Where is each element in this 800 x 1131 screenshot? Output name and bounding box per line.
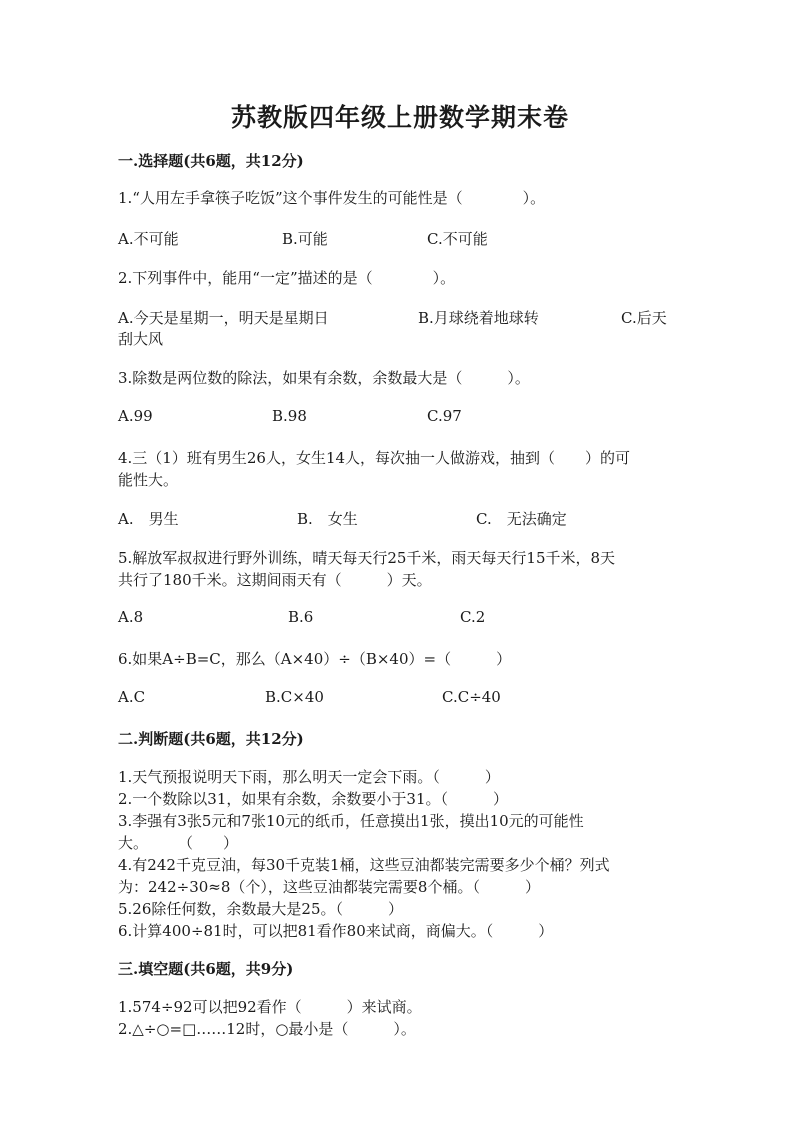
judgement-line-2: 2.一个数除以31，如果有余数，余数要小于31。（ ） — [118, 790, 508, 808]
page-title: 苏教版四年级上册数学期末卷 — [230, 103, 569, 132]
judgement-line-5: 4.有242千克豆油，每30千克装1桶，这些豆油都装完需要多少个桶？列式 — [118, 856, 610, 874]
judgement-line-6: 为：242÷30≈8（个），这些豆油都装完需要8个桶。（ ） — [118, 878, 540, 896]
section-heading-judgement: 二.判断题(共6题，共12分) — [118, 730, 304, 748]
q3-option-b: B.98 — [272, 407, 307, 425]
q2-option-b: B.月球绕着地球转 — [418, 309, 539, 327]
q1-option-c: C.不可能 — [427, 230, 488, 248]
q2-option-a: A.今天是星期一，明天是星期日 — [118, 309, 329, 327]
q5-option-c: C.2 — [460, 608, 486, 626]
fill-blank-line-2: 2.△÷○=□……12时，○最小是（ ）。 — [118, 1020, 416, 1038]
fill-blank-line-1: 1.574÷92可以把92看作（ ）来试商。 — [118, 998, 422, 1016]
question-5-line-1: 5.解放军叔叔进行野外训练，晴天每天行25千米，雨天每天行15千米，8天 — [118, 549, 616, 567]
q1-option-b: B.可能 — [282, 230, 328, 248]
judgement-line-3: 3.李强有3张5元和7张10元的纸币，任意摸出1张，摸出10元的可能性 — [118, 812, 584, 830]
question-3: 3.除数是两位数的除法，如果有余数，余数最大是（ ）。 — [118, 369, 530, 387]
q3-option-c: C.97 — [427, 407, 462, 425]
question-6: 6.如果A÷B=C，那么（A×40）÷（B×40）=（ ） — [118, 650, 512, 668]
judgement-line-8: 6.计算400÷81时，可以把81看作80来试商，商偏大。（ ） — [118, 922, 554, 940]
section-heading-fill-blank: 三.填空题(共6题，共9分) — [118, 960, 294, 978]
question-4-line-2: 能性大。 — [118, 471, 179, 489]
q5-option-a: A.8 — [118, 608, 144, 626]
q4-option-b: B. 女生 — [297, 510, 358, 528]
q4-option-a: A. 男生 — [118, 510, 179, 528]
question-1: 1.“人用左手拿筷子吃饭”这个事件发生的可能性是（ ）。 — [118, 189, 546, 207]
judgement-line-1: 1.天气预报说明天下雨，那么明天一定会下雨。（ ） — [118, 768, 500, 786]
judgement-line-4: 大。 （ ） — [118, 834, 239, 852]
q1-option-a: A.不可能 — [118, 230, 179, 248]
q6-option-a: A.C — [118, 688, 146, 706]
question-4-line-1: 4.三（1）班有男生26人，女生14人，每次抽一人做游戏，抽到（ ）的可 — [118, 449, 631, 467]
q3-option-a: A.99 — [118, 407, 153, 425]
q2-option-c: C.后天 — [621, 309, 667, 327]
judgement-line-7: 5.26除任何数，余数最大是25。（ ） — [118, 900, 403, 918]
question-5-line-2: 共行了180千米。这期间雨天有（ ）天。 — [118, 571, 432, 589]
question-2: 2.下列事件中，能用“一定”描述的是（ ）。 — [118, 269, 456, 287]
q6-option-c: C.C÷40 — [442, 688, 501, 706]
q2-option-c-wrap: 刮大风 — [118, 330, 164, 348]
section-heading-choice: 一.选择题(共6题，共12分) — [118, 152, 304, 170]
q6-option-b: B.C×40 — [265, 688, 324, 706]
q5-option-b: B.6 — [288, 608, 314, 626]
q4-option-c: C. 无法确定 — [476, 510, 567, 528]
